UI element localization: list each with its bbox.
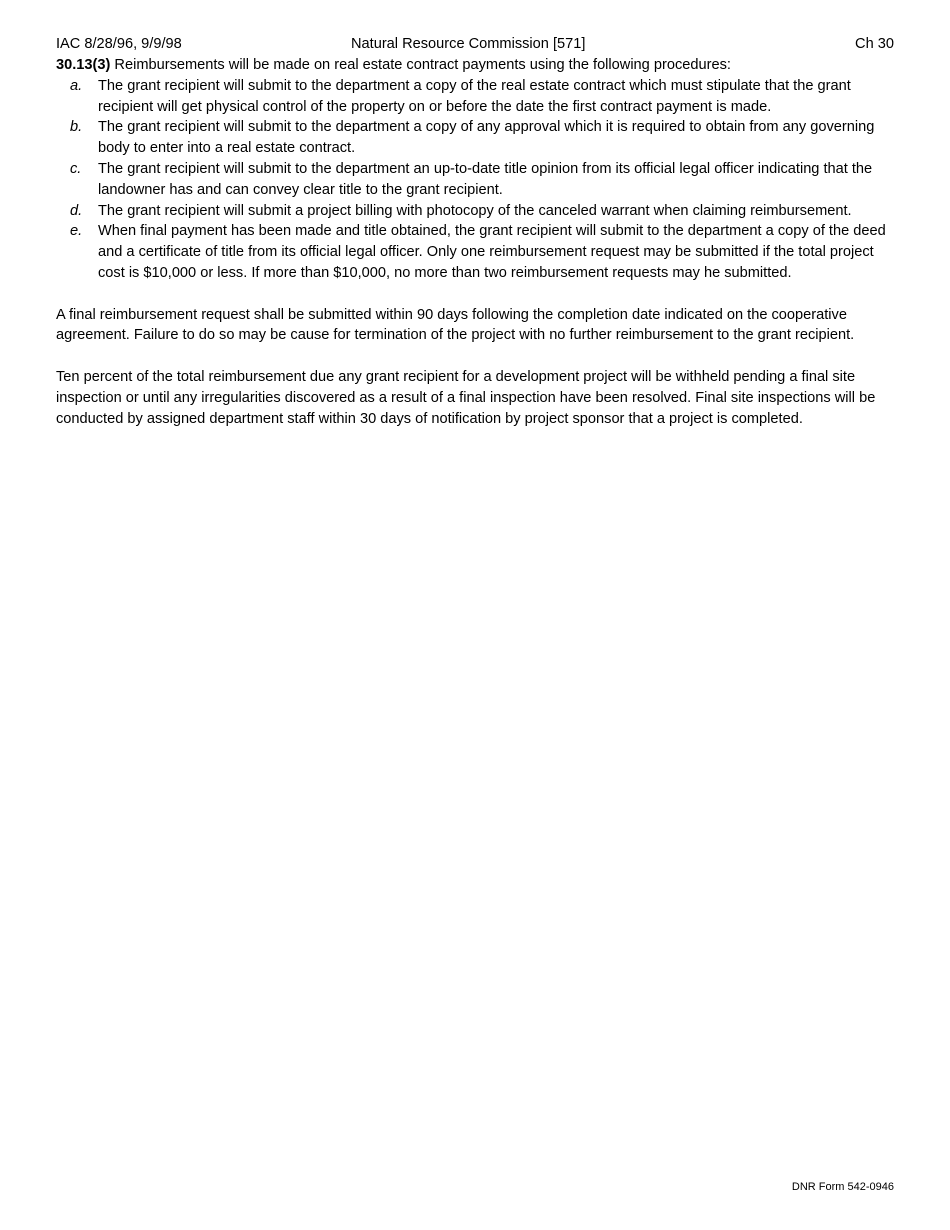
header-chapter: Ch 30 bbox=[855, 36, 894, 52]
list-marker: c. bbox=[70, 160, 82, 177]
withholding-paragraph: Ten percent of the total reimbursement due any grant recipient for a development project will be withheld pending a final site inspection or until any irregularities discovered as a result of a final inspection have been resolved. Final site inspections will be conducted by assigned department staff within 30 days of notification by project sponsor that a project is completed. bbox=[56, 368, 876, 427]
list-item-text: The grant recipient will submit a project billing with photocopy of the canceled warrant when claiming reimbursement. bbox=[98, 202, 852, 219]
list-marker: b. bbox=[70, 119, 83, 136]
list-item bbox=[56, 117, 896, 159]
list-item-text: The grant recipient will submit to the department a copy of the real estate contract which must stipulate that the grant recipient will get physical control of the property on or before the date the first contract payment is made. bbox=[98, 77, 851, 115]
header-agency: Natural Resource Commission [571] bbox=[351, 36, 586, 52]
list-item bbox=[56, 201, 896, 222]
final-request-paragraph: A final reimbursement request shall be submitted within 90 days following the completion date indicated on the cooperative agreement. Failure to do so may be cause for termination of the project with no further reimbursement to the grant recipient. bbox=[56, 306, 855, 344]
list-item-text: The grant recipient will submit to the department an up-to-date title opinion from its official legal officer indicating that the landowner has and can convey clear title to the grant recipient. bbox=[98, 160, 873, 198]
document-page bbox=[56, 34, 896, 429]
section-intro bbox=[56, 55, 896, 76]
section-number: 30.13(3) bbox=[56, 57, 111, 73]
page-header bbox=[56, 34, 896, 55]
section-intro-text: Reimbursements will be made on real estate contract payments using the following procedures: bbox=[114, 57, 731, 73]
form-number: DNR Form 542-0946 bbox=[791, 1181, 894, 1193]
list-item bbox=[56, 221, 896, 283]
list-item bbox=[56, 76, 896, 118]
list-item-text: When final payment has been made and title obtained, the grant recipient will submit to the department a copy of the deed and a certificate of title from its official legal officer. Only one reimbursement request may be submitted if the total project cost is $10,000 or less. If more than $10,000, no more than two reimbursement requests may he submitted. bbox=[98, 223, 886, 281]
list-marker: a. bbox=[70, 77, 83, 94]
list-item bbox=[56, 159, 896, 201]
list-marker: d. bbox=[70, 202, 83, 219]
procedure-list bbox=[56, 76, 896, 284]
list-marker: e. bbox=[70, 223, 83, 240]
list-item-text: The grant recipient will submit to the department a copy of any approval which it is required to obtain from any governing body to enter into a real estate contract. bbox=[98, 119, 875, 157]
header-citation: IAC 8/28/96, 9/9/98 bbox=[56, 36, 182, 52]
